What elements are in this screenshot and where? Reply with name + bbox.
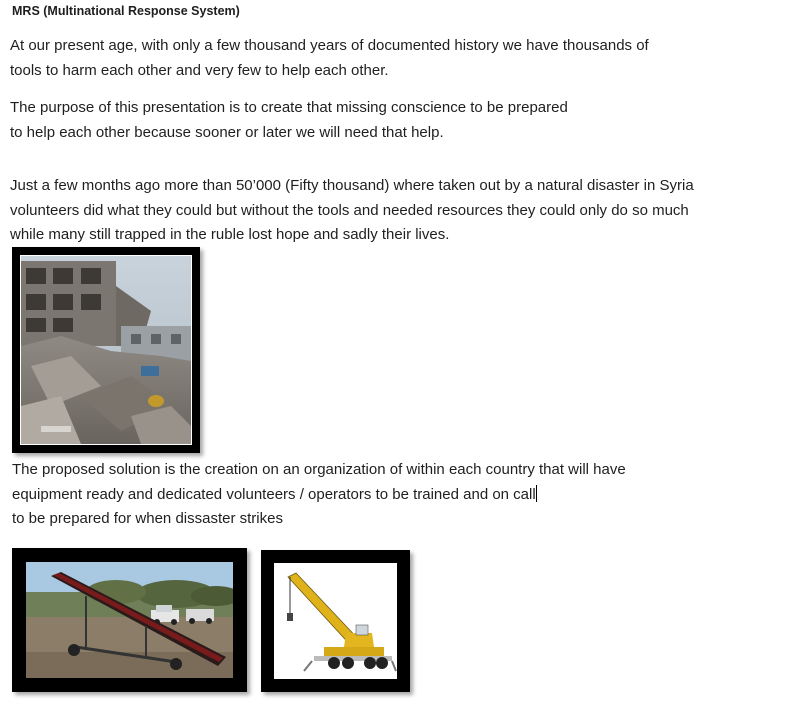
document-title: MRS (Multinational Response System) (12, 4, 240, 18)
rubble-photo-frame (12, 247, 200, 453)
conveyor-photo (26, 562, 233, 678)
conveyor-photo-frame (12, 548, 247, 692)
paragraph-purpose: The purpose of this presentation is to create that missing conscience to be prepared to help each other because sooner or later we will need that help. (10, 99, 568, 141)
text-cursor (536, 485, 537, 502)
solution-line-2: equipment ready and dedicated volunteers / operators to be trained and on call (12, 485, 536, 503)
paragraph-solution (12, 458, 626, 532)
crane-photo-frame (261, 550, 410, 692)
solution-line-1: The proposed solution is the creation on an organization of within each country that will have (12, 461, 626, 478)
crane-photo (274, 563, 397, 679)
solution-line-3: to be prepared for when dissaster strikes (12, 510, 283, 527)
rubble-photo (20, 255, 192, 445)
paragraph-syria: Just a few months ago more than 50’000 (Fifty thousand) where taken out by a natural disaster in Syria volunteers did what they could but without the tools and needed resources they could only do so much while many still trapped in the ruble lost hope and sadly their lives. (10, 177, 694, 243)
paragraph-intro: At our present age, with only a few thousand years of documented history we have thousands of tools to harm each other and very few to help each other. (10, 37, 649, 79)
